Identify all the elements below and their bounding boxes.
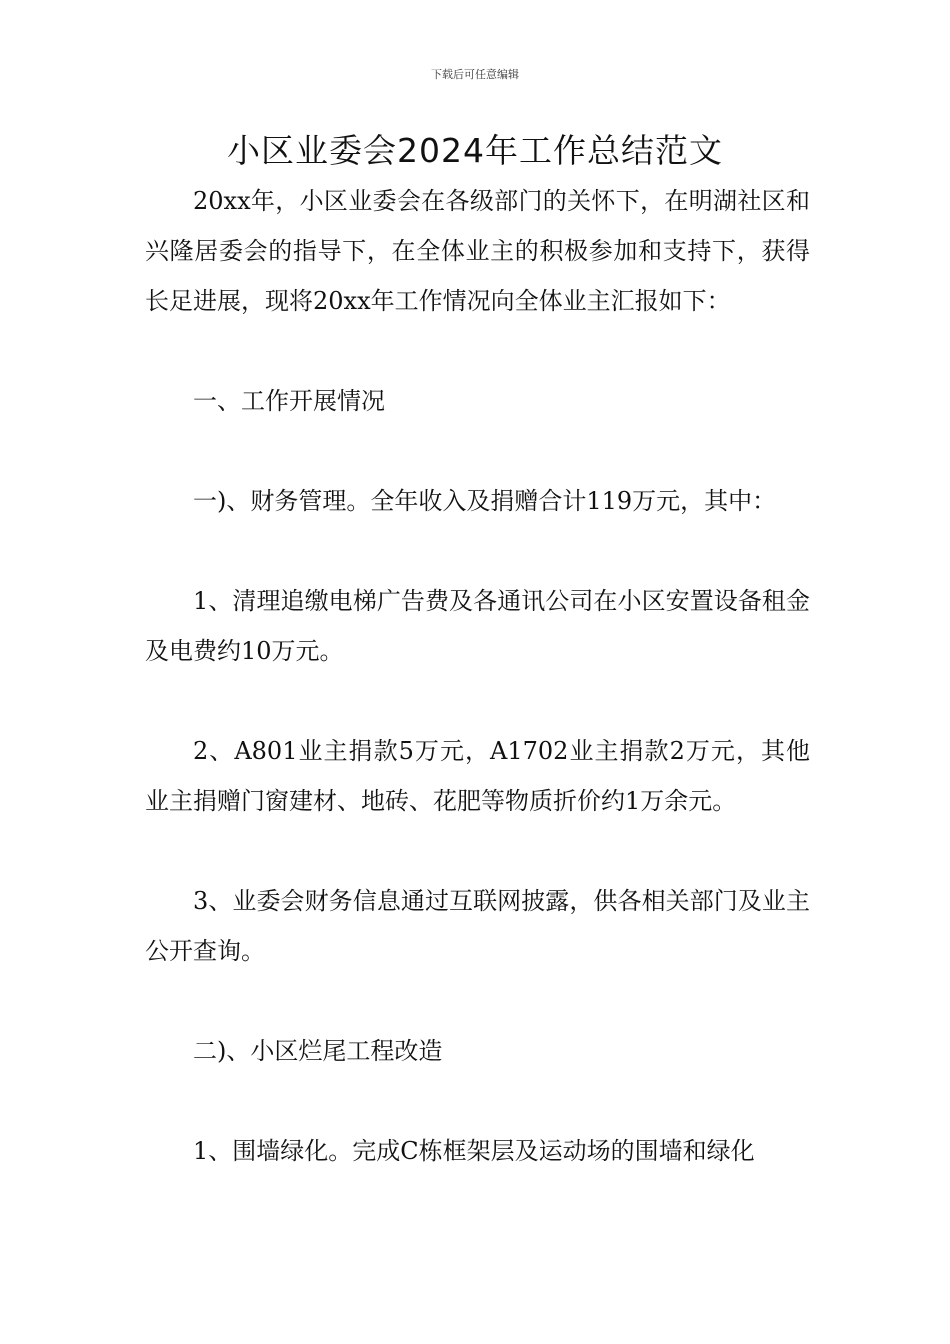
subsection-heading-renovation: 二)、小区烂尾工程改造 xyxy=(193,1037,443,1065)
section-heading-work-progress: 一、工作开展情况 xyxy=(193,387,385,415)
finance-item-3: 3、业委会财务信息通过互联网披露，供各相关部门及业主公开查询。 xyxy=(145,887,810,965)
renovation-item-1: 1、围墙绿化。完成C栋框架层及运动场的围墙和绿化 xyxy=(193,1137,755,1165)
finance-item-2: 2、A801业主捐款5万元，A1702业主捐款2万元，其他业主捐赠门窗建材、地砖、花肥等物质折价约1万余元。 xyxy=(145,737,810,815)
document-title: 小区业委会2024年工作总结范文 xyxy=(227,131,723,170)
header-note: 下载后可任意编辑 xyxy=(431,68,519,81)
subsection-heading-finance: 一)、财务管理。全年收入及捐赠合计119万元，其中： xyxy=(193,487,777,515)
finance-item-1: 1、清理追缴电梯广告费及各通讯公司在小区安置设备租金及电费约10万元。 xyxy=(145,587,810,665)
intro-paragraph: 20xx年，小区业委会在各级部门的关怀下，在明湖社区和兴隆居委会的指导下，在全体业主的积极参加和支持下，获得长足进展，现将20xx年工作情况向全体业主汇报如下： xyxy=(145,187,810,315)
document-body xyxy=(145,176,810,1176)
